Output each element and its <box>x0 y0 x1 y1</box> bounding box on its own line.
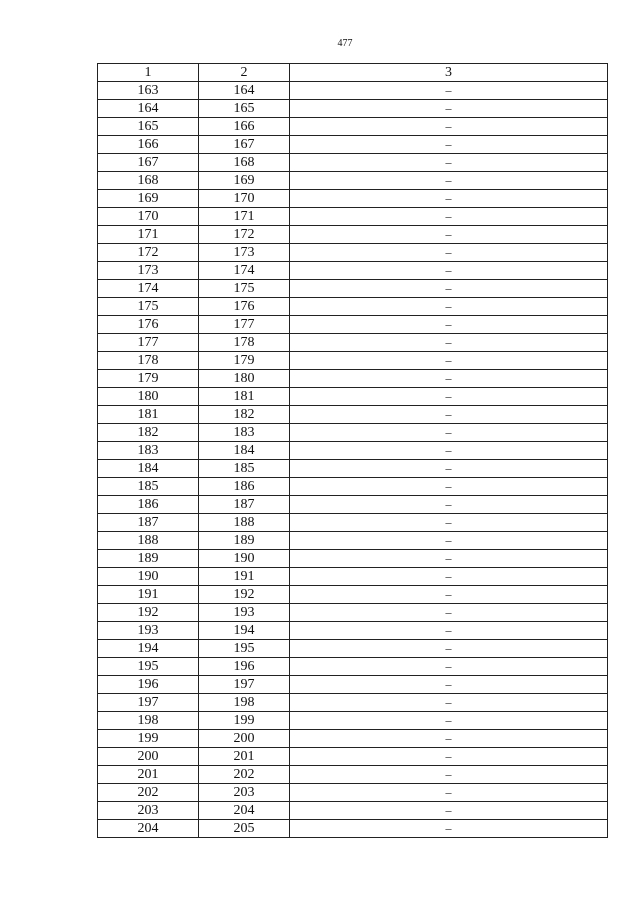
table-cell-col-1: 169 <box>98 190 199 208</box>
table-cell-col-3: – <box>290 730 608 748</box>
table-cell-col-1: 177 <box>98 334 199 352</box>
table-cell-col-3: – <box>290 604 608 622</box>
table-cell-col-2: 185 <box>199 460 290 478</box>
table-row <box>98 172 608 190</box>
table-cell-col-3: – <box>290 694 608 712</box>
table-cell-col-1: 186 <box>98 496 199 514</box>
table-cell-col-2: 191 <box>199 568 290 586</box>
table-cell-col-1: 192 <box>98 604 199 622</box>
table-cell-col-2: 172 <box>199 226 290 244</box>
table-row <box>98 442 608 460</box>
table-cell-col-3: – <box>290 370 608 388</box>
table-cell-col-1: 185 <box>98 478 199 496</box>
table-row <box>98 766 608 784</box>
table-row <box>98 334 608 352</box>
table-row <box>98 532 608 550</box>
table-cell-col-1: 165 <box>98 118 199 136</box>
table-cell-col-2: 201 <box>199 748 290 766</box>
table-cell-col-2: 187 <box>199 496 290 514</box>
table-row <box>98 496 608 514</box>
table-cell-col-2: 194 <box>199 622 290 640</box>
table-cell-col-1: 184 <box>98 460 199 478</box>
table-cell-col-2: 166 <box>199 118 290 136</box>
table-header <box>98 64 608 82</box>
table-cell-col-2: 179 <box>199 352 290 370</box>
table-row <box>98 388 608 406</box>
table-cell-col-3: – <box>290 658 608 676</box>
table-cell-col-2: 178 <box>199 334 290 352</box>
table-row <box>98 820 608 838</box>
table-cell-col-3: – <box>290 406 608 424</box>
table-cell-col-2: 196 <box>199 658 290 676</box>
table-cell-col-1: 178 <box>98 352 199 370</box>
table-cell-col-1: 196 <box>98 676 199 694</box>
table-cell-col-2: 176 <box>199 298 290 316</box>
table-row <box>98 352 608 370</box>
table-cell-col-1: 167 <box>98 154 199 172</box>
table-row <box>98 586 608 604</box>
table-row <box>98 460 608 478</box>
table-cell-col-1: 175 <box>98 298 199 316</box>
table-cell-col-1: 176 <box>98 316 199 334</box>
column-header-1: 1 <box>98 64 199 82</box>
table-row <box>98 280 608 298</box>
table-cell-col-3: – <box>290 550 608 568</box>
table-cell-col-1: 193 <box>98 622 199 640</box>
table-row <box>98 370 608 388</box>
table-cell-col-2: 177 <box>199 316 290 334</box>
table-row <box>98 154 608 172</box>
table-cell-col-3: – <box>290 712 608 730</box>
table-row <box>98 784 608 802</box>
table-cell-col-1: 180 <box>98 388 199 406</box>
table-cell-col-3: – <box>290 118 608 136</box>
table-cell-col-1: 190 <box>98 568 199 586</box>
table-cell-col-1: 198 <box>98 712 199 730</box>
table-row <box>98 82 608 100</box>
table-cell-col-1: 171 <box>98 226 199 244</box>
table-cell-col-2: 169 <box>199 172 290 190</box>
table-cell-col-2: 189 <box>199 532 290 550</box>
table-cell-col-1: 201 <box>98 766 199 784</box>
table-cell-col-2: 171 <box>199 208 290 226</box>
table-cell-col-1: 168 <box>98 172 199 190</box>
table-cell-col-3: – <box>290 478 608 496</box>
table-row <box>98 694 608 712</box>
table-row <box>98 658 608 676</box>
table-cell-col-1: 170 <box>98 208 199 226</box>
table-body <box>98 82 608 838</box>
table-cell-col-3: – <box>290 748 608 766</box>
table-cell-col-3: – <box>290 154 608 172</box>
table-row <box>98 730 608 748</box>
table-row <box>98 244 608 262</box>
table-row <box>98 550 608 568</box>
table-row <box>98 478 608 496</box>
table-cell-col-1: 194 <box>98 640 199 658</box>
table-cell-col-1: 188 <box>98 532 199 550</box>
table-cell-col-2: 190 <box>199 550 290 568</box>
table-cell-col-2: 204 <box>199 802 290 820</box>
table-cell-col-2: 173 <box>199 244 290 262</box>
table-cell-col-3: – <box>290 676 608 694</box>
table-cell-col-3: – <box>290 280 608 298</box>
table-cell-col-3: – <box>290 82 608 100</box>
table-cell-col-2: 164 <box>199 82 290 100</box>
table-cell-col-2: 165 <box>199 100 290 118</box>
table-cell-col-3: – <box>290 316 608 334</box>
table-cell-col-2: 202 <box>199 766 290 784</box>
table-cell-col-3: – <box>290 640 608 658</box>
table-cell-col-2: 174 <box>199 262 290 280</box>
table-row <box>98 118 608 136</box>
table-cell-col-2: 184 <box>199 442 290 460</box>
table-cell-col-3: – <box>290 136 608 154</box>
table-row <box>98 190 608 208</box>
table-cell-col-2: 197 <box>199 676 290 694</box>
table-cell-col-3: – <box>290 568 608 586</box>
table-cell-col-1: 200 <box>98 748 199 766</box>
table-cell-col-3: – <box>290 784 608 802</box>
table-cell-col-1: 204 <box>98 820 199 838</box>
table-cell-col-1: 187 <box>98 514 199 532</box>
table-cell-col-3: – <box>290 100 608 118</box>
table-row <box>98 568 608 586</box>
page-number: 477 <box>337 38 353 49</box>
table-cell-col-3: – <box>290 586 608 604</box>
table-cell-col-2: 195 <box>199 640 290 658</box>
table-cell-col-2: 181 <box>199 388 290 406</box>
table-cell-col-3: – <box>290 442 608 460</box>
table-row <box>98 640 608 658</box>
table-cell-col-3: – <box>290 820 608 838</box>
table-cell-col-1: 202 <box>98 784 199 802</box>
table-cell-col-2: 198 <box>199 694 290 712</box>
table-row <box>98 676 608 694</box>
table-cell-col-2: 188 <box>199 514 290 532</box>
table-cell-col-2: 183 <box>199 424 290 442</box>
table-row <box>98 100 608 118</box>
table-cell-col-2: 193 <box>199 604 290 622</box>
table-cell-col-3: – <box>290 496 608 514</box>
table-cell-col-3: – <box>290 352 608 370</box>
table-cell-col-2: 186 <box>199 478 290 496</box>
table-cell-col-3: – <box>290 334 608 352</box>
header-row <box>98 64 608 82</box>
table-cell-col-3: – <box>290 424 608 442</box>
table-cell-col-3: – <box>290 514 608 532</box>
table-cell-col-2: 167 <box>199 136 290 154</box>
table-row <box>98 226 608 244</box>
table-row <box>98 424 608 442</box>
table-row <box>98 802 608 820</box>
table-cell-col-1: 172 <box>98 244 199 262</box>
table-row <box>98 316 608 334</box>
column-header-2: 2 <box>199 64 290 82</box>
table-row <box>98 136 608 154</box>
table-cell-col-1: 173 <box>98 262 199 280</box>
table-cell-col-1: 183 <box>98 442 199 460</box>
table-cell-col-1: 199 <box>98 730 199 748</box>
table-cell-col-1: 191 <box>98 586 199 604</box>
table-cell-col-1: 166 <box>98 136 199 154</box>
table-cell-col-2: 199 <box>199 712 290 730</box>
table-row <box>98 262 608 280</box>
table-cell-col-1: 203 <box>98 802 199 820</box>
table-cell-col-2: 182 <box>199 406 290 424</box>
table-cell-col-1: 182 <box>98 424 199 442</box>
table-cell-col-3: – <box>290 190 608 208</box>
table-row <box>98 406 608 424</box>
table-row <box>98 712 608 730</box>
table-cell-col-1: 181 <box>98 406 199 424</box>
table-cell-col-3: – <box>290 298 608 316</box>
table-row <box>98 208 608 226</box>
table-row <box>98 622 608 640</box>
table-cell-col-3: – <box>290 766 608 784</box>
table-cell-col-3: – <box>290 262 608 280</box>
table-cell-col-2: 192 <box>199 586 290 604</box>
table-cell-col-3: – <box>290 460 608 478</box>
table-cell-col-2: 175 <box>199 280 290 298</box>
table-cell-col-3: – <box>290 208 608 226</box>
table-cell-col-1: 163 <box>98 82 199 100</box>
table-cell-col-1: 174 <box>98 280 199 298</box>
table-row <box>98 604 608 622</box>
table-row <box>98 514 608 532</box>
data-table <box>97 63 608 838</box>
table-cell-col-3: – <box>290 532 608 550</box>
table-cell-col-3: – <box>290 172 608 190</box>
table-cell-col-3: – <box>290 244 608 262</box>
table-cell-col-2: 168 <box>199 154 290 172</box>
table-cell-col-3: – <box>290 802 608 820</box>
table-cell-col-3: – <box>290 622 608 640</box>
table-cell-col-2: 170 <box>199 190 290 208</box>
table-cell-col-3: – <box>290 226 608 244</box>
table-cell-col-1: 164 <box>98 100 199 118</box>
table-cell-col-1: 189 <box>98 550 199 568</box>
table-cell-col-2: 203 <box>199 784 290 802</box>
table-cell-col-1: 179 <box>98 370 199 388</box>
table-row <box>98 298 608 316</box>
table-cell-col-1: 197 <box>98 694 199 712</box>
column-header-3: 3 <box>290 64 608 82</box>
table-row <box>98 748 608 766</box>
table-cell-col-2: 200 <box>199 730 290 748</box>
table-cell-col-2: 180 <box>199 370 290 388</box>
table-cell-col-1: 195 <box>98 658 199 676</box>
table-cell-col-2: 205 <box>199 820 290 838</box>
table-cell-col-3: – <box>290 388 608 406</box>
